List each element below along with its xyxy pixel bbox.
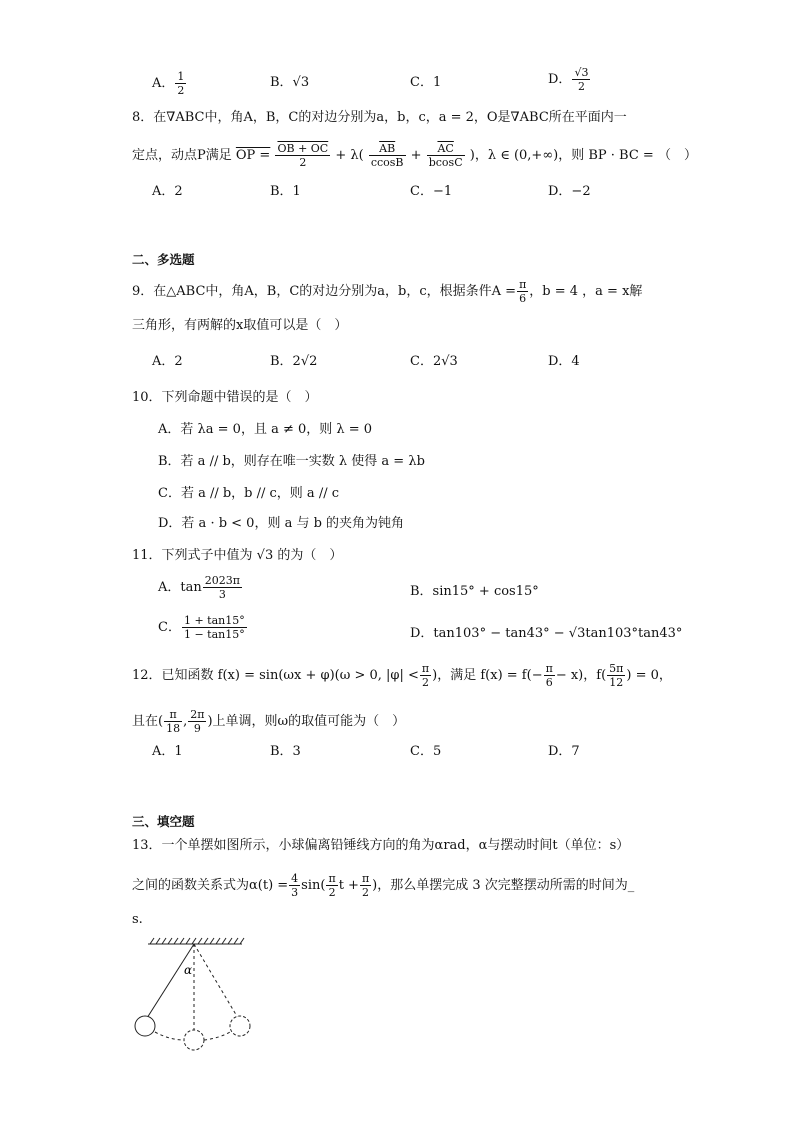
q12-option-d: D．7 xyxy=(548,744,580,759)
q7-option-a: A． $\frac{1}{2}$ xyxy=(152,70,185,97)
alpha-label: α xyxy=(184,963,193,977)
q12-line1: 12．已知函数 f(x) = sin(ωx + φ)(ω > 0, |φ| < $\frac{\pi}{2}$ )，满足 f(x) = f(− $\frac{\pi}{6}$ − x)，f( $\frac{5\pi}{12}$ ) = 0， xyxy=(132,662,672,689)
q7-option-b: B．√3 xyxy=(270,75,310,90)
q8-option-c: C．−1 xyxy=(410,184,453,199)
q11-title: 11．下列式子中值为 √3 的为（ ） xyxy=(132,548,343,563)
q12-option-c: C．5 xyxy=(410,744,442,759)
q13-line1: 13．一个单摆如图所示，小球偏离铅锤线方向的角为αrad，α与摆动时间t（单位：s） xyxy=(132,838,630,853)
q9-option-d: D．4 xyxy=(548,354,580,369)
q11-option-c: C． $\frac{1 + \tan 15^\circ}{1 - \tan 15^\circ}$ xyxy=(158,614,245,641)
q12-option-b: B．3 xyxy=(270,744,301,759)
right-dashed-string xyxy=(194,944,238,1018)
q7-option-c: C．1 xyxy=(410,75,442,90)
q12-option-a: A．1 xyxy=(152,744,183,759)
ball-right xyxy=(230,1016,250,1036)
q12-line2: 且在( $\frac{\pi}{18}$ , $\frac{2\pi}{9}$ )上单调，则ω的取值可能为（ ） xyxy=(132,708,406,735)
q9-option-c: C．2√3 xyxy=(410,354,458,369)
q8-line2: 定点，动点P满足 OP = $\frac{OB + OC}{2}$ + λ( $\frac{\overline{AB}}{ccosB}$ + $\frac{\overline{AC}}{bcosC}$ )，λ ∈ (0,+∞)，则 BP · BC = （ ） xyxy=(132,142,697,169)
ball-bottom xyxy=(184,1030,204,1050)
q11-option-d: D．tan103° − tan43° − √3tan103°tan43° xyxy=(410,626,683,641)
q9-line2: 三角形，有两解的x取值可以是（ ） xyxy=(132,318,348,333)
q13-line3: s. xyxy=(132,912,143,927)
q9-option-a: A．2 xyxy=(152,354,183,369)
q8-line1: 8．在∇ABC中，角A，B，C的对边分别为a，b，c，a = 2，O是∇ABC所在平面内一 xyxy=(132,110,627,125)
q9-line1: 9．在△ABC中，角A，B，C的对边分别为a，b，c，根据条件A = $\frac{\pi}{6}$ ，b = 4 ，a = x解 xyxy=(132,278,643,305)
q10-option-a: A．若 λa = 0，且 a ≠ 0，则 λ = 0 xyxy=(158,422,373,437)
q10-title: 10．下列命题中错误的是（ ） xyxy=(132,390,318,405)
q11-option-b: B．sin15° + cos15° xyxy=(410,584,539,599)
section-title-multi-choice: 二、多选题 xyxy=(132,252,195,267)
q8-option-d: D．−2 xyxy=(548,184,591,199)
ceiling-hatching xyxy=(148,938,244,944)
q7-option-d: D． $\frac{√3}{2}$ xyxy=(548,66,589,93)
q11-option-a: A．tan $\frac{2023\pi}{3}$ xyxy=(158,574,240,601)
q8-option-b: B．1 xyxy=(270,184,301,199)
q13-line2: 之间的函数关系式为α(t) = $\frac{4}{3}$ sin( $\frac{\pi}{2}$ t + $\frac{\pi}{2}$ )，那么单摆完成 3 次完整摆动所需的时间为_ xyxy=(132,872,635,899)
section-title-fill-blank: 三、填空题 xyxy=(132,814,195,829)
pendulum-string xyxy=(147,944,194,1018)
pendulum-figure xyxy=(130,936,280,1056)
q10-option-c: C．若 a // b，b // c，则 a // c xyxy=(158,486,339,501)
q10-option-b: B．若 a // b，则存在唯一实数 λ 使得 a = λb xyxy=(158,454,425,469)
q10-option-d: D．若 a · b < 0，则 a 与 b 的夹角为钝角 xyxy=(158,516,405,531)
ball-left xyxy=(135,1016,155,1036)
q9-option-b: B．2√2 xyxy=(270,354,318,369)
q8-option-a: A．2 xyxy=(152,184,183,199)
